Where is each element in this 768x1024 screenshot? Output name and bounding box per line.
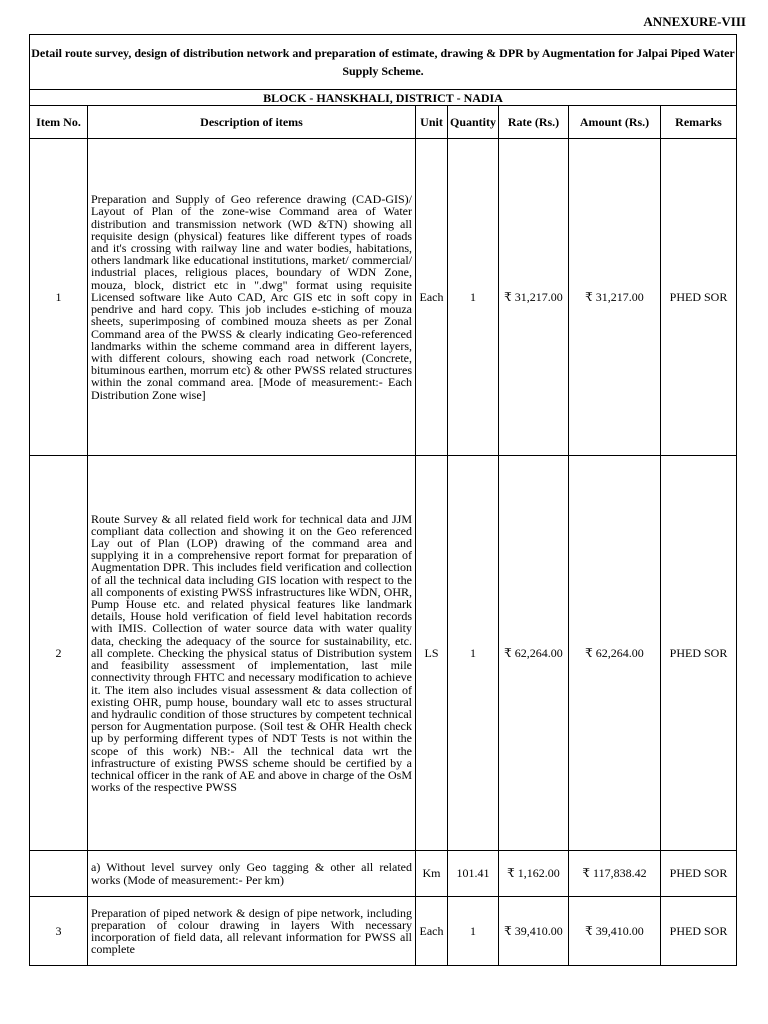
- amount-cell: ₹ 39,410.00: [569, 897, 661, 966]
- remarks-cell: PHED SOR: [661, 139, 737, 456]
- item-no-cell: 2: [30, 456, 88, 851]
- description-cell: Preparation of piped network & design of pipe network, including preparation of colour drawing in layers With necessary incorporation of field data, all relevant information for PWSS all complete: [88, 897, 416, 966]
- description-cell: a) Without level survey only Geo tagging & other all related works (Mode of measurement:- Per km): [88, 851, 416, 897]
- estimate-table: [29, 34, 737, 966]
- header-rate: Rate (Rs.): [499, 106, 569, 139]
- quantity-cell: 1: [448, 897, 499, 966]
- amount-cell: ₹ 117,838.42: [569, 851, 661, 897]
- quantity-cell: 1: [448, 456, 499, 851]
- description-cell: Route Survey & all related field work for technical data and JJM compliant data collection and showing it on the Geo referenced Lay out of Plan (LOP) drawing of the command area and supplying it in a comprehensive report format for preparation of Augmentation DPR. This includes field verification and collection of all the technical data including GIS location with respect to the all components of existing PWSS infrastructures like WDN, OHR, Pump House etc. and related physical features like landmark details, House hold verification of field level habitation records with IMIS. Collection of water source data with water quality data, checking the adequacy of the source for sustainability, etc. all complete. Checking the physical status of Distribution system and feasibility assessment of implementation, last mile connectivity through FHTC and necessary modification to achieve it. The item also includes visual assessment & data collection of existing OHR, pump house, boundary wall etc to asses structural and hydraulic condition of those structures by competent technical person for Augmentation purpose. (Soil test & OHR Health check up by performing different types of NDT Tests is not within the scope of this work) NB:- All the technical data wrt the infrastructure of existing PWSS scheme should be certified by a technical officer in the rank of AE and above in charge of the OsM works of the respective PWSS: [88, 456, 416, 851]
- rate-cell: ₹ 31,217.00: [499, 139, 569, 456]
- header-amount: Amount (Rs.): [569, 106, 661, 139]
- quantity-cell: 101.41: [448, 851, 499, 897]
- remarks-cell: PHED SOR: [661, 456, 737, 851]
- amount-cell: ₹ 62,264.00: [569, 456, 661, 851]
- rate-cell: ₹ 1,162.00: [499, 851, 569, 897]
- item-no-cell: 3: [30, 897, 88, 966]
- quantity-cell: 1: [448, 139, 499, 456]
- unit-cell: LS: [416, 456, 448, 851]
- title-row: [30, 35, 737, 90]
- remarks-cell: PHED SOR: [661, 851, 737, 897]
- item-no-cell: [30, 851, 88, 897]
- block-row: [30, 90, 737, 106]
- rate-cell: ₹ 62,264.00: [499, 456, 569, 851]
- item-no-cell: 1: [30, 139, 88, 456]
- unit-cell: Each: [416, 139, 448, 456]
- header-item-no: Item No.: [30, 106, 88, 139]
- description-cell: Preparation and Supply of Geo reference drawing (CAD-GIS)/ Layout of Plan of the zone-wise Command area of Water distribution and transmission network (WD &TN) showing all requisite design (physical) features like different types of roads and it's crossing with railway line and water bodies, habitations, others landmark like educational institutions, market/ commercial/ industrial places, religious places, boundary of WDN Zone, mouza, block, district etc in ".dwg" format using requisite Licensed software like Auto CAD, Arc GIS etc in soft copy in pendrive and hard copy. This job includes e-stiching of mouza sheets, superimposing of combined mouza sheets as per Zonal Command area of the PWSS & clearly indicating Geo-referenced landmarks within the scheme command area in different layers, with different colours, showing each road network (Concrete, bituminous earthen, morrum etc) & other PWSS related structures within the zonal command area. [Mode of measurement:- Each Distribution Zone wise]: [88, 139, 416, 456]
- header-unit: Unit: [416, 106, 448, 139]
- table-row: [30, 139, 737, 456]
- unit-cell: Each: [416, 897, 448, 966]
- header-description: Description of items: [88, 106, 416, 139]
- header-quantity: Quantity: [448, 106, 499, 139]
- remarks-cell: PHED SOR: [661, 897, 737, 966]
- header-remarks: Remarks: [661, 106, 737, 139]
- document-title: Detail route survey, design of distribution network and preparation of estimate, drawing & DPR by Augmentation for Jalpai Piped Water Supply Scheme.: [30, 35, 737, 90]
- table-row: [30, 456, 737, 851]
- unit-cell: Km: [416, 851, 448, 897]
- block-district-line: BLOCK - HANSKHALI, DISTRICT - NADIA: [30, 90, 737, 106]
- rate-cell: ₹ 39,410.00: [499, 897, 569, 966]
- table-row: [30, 851, 737, 897]
- header-row: [30, 106, 737, 139]
- amount-cell: ₹ 31,217.00: [569, 139, 661, 456]
- table-row: [30, 897, 737, 966]
- annexure-label: ANNEXURE-VIII: [643, 14, 746, 29]
